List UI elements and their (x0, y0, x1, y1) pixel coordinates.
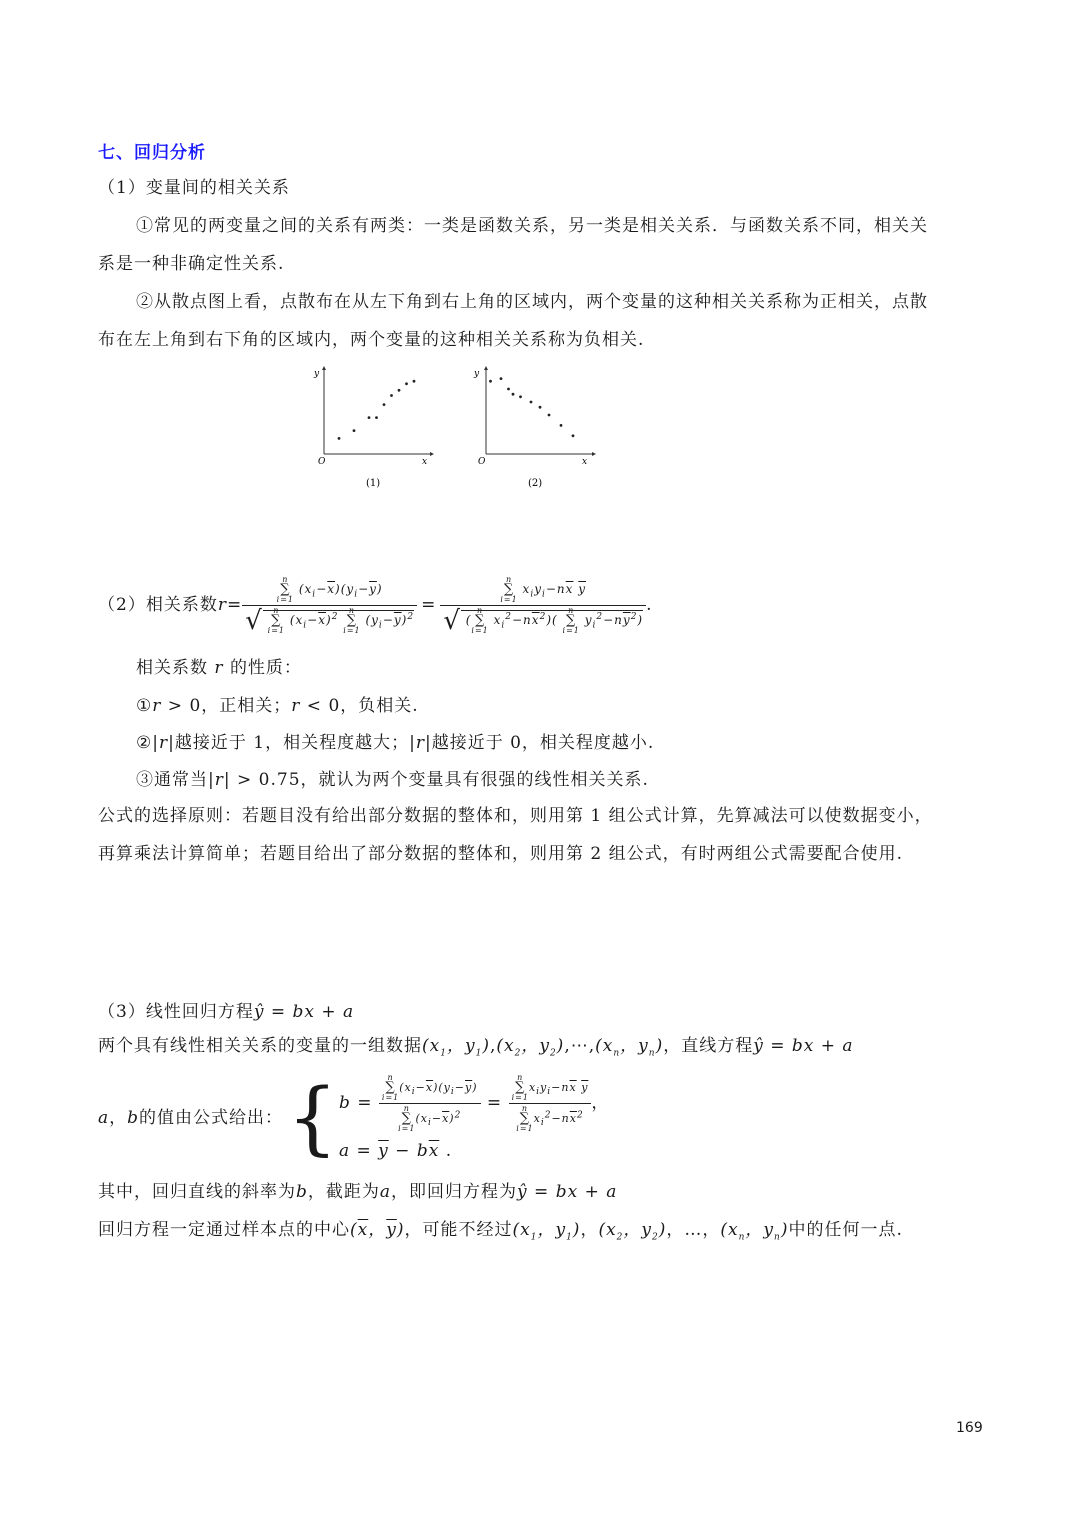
fig1-point (413, 380, 416, 383)
fig1-point (390, 394, 393, 397)
fig1-caption: (1) (366, 478, 381, 489)
s1-p1-line2: 系是一种非确定性关系. (98, 254, 285, 274)
s2-rule-line1: 公式的选择原则：若题目没有给出部分数据的整体和，则用第 1 组公式计算，先算减法可以使数据变小， (98, 806, 933, 826)
fig1-origin: O (318, 457, 326, 467)
s2-prop1: ①r > 0，正相关；r < 0，负相关. (136, 696, 419, 716)
fig2-y-label: y (474, 369, 480, 379)
fig1-point (338, 437, 341, 440)
s2-prop2: ②|r|越接近于 1，相关程度越大；|r|越接近于 0，相关程度越小. (136, 733, 655, 753)
fig2-x-label: x (582, 457, 588, 467)
fig2-point (539, 406, 542, 409)
scatter-figures (310, 362, 610, 492)
fig1-point (375, 416, 378, 419)
s3-data-line: 两个具有线性相关关系的变量的一组数据($x_1$，$y_1),(x_2$，$y_2),\cdots,(x_n$，$y_n$)，直线方程ŷ = bx + a (98, 1036, 854, 1059)
fig2-point (507, 388, 510, 391)
r-formula-1: n ∑ i=1 $(x_i-\overline{x})(y_i-\overline{y})$ √ n ∑ i=1 $(x_i-\overline{x})^2$ n ∑ i=1 $(y_i-\overline{y})^2$ (242, 576, 417, 635)
scatter-fig-2 (473, 366, 596, 489)
r-formula-2: n ∑ i=1 $x_iy_i-n\overline{x}$ $\overline{y}$ √ (n ∑ i=1 $x_i^2-n\overline{x}^2$)( n ∑ i=1 $y_i^2-n\overline{y}^2$) (440, 576, 646, 635)
s2-title: （2）相关系数 (98, 595, 218, 615)
s1-title: （1）变量间的相关关系 (98, 178, 290, 198)
section-title: 七、回归分析 (98, 143, 206, 163)
fig2-point (560, 424, 563, 427)
fig2-point (519, 395, 522, 398)
s3-title: （3）线性回归方程ŷ = bx + a (98, 1002, 355, 1022)
fig2-point (489, 380, 492, 383)
fig1-x-label: x (422, 457, 428, 467)
fig1-point (368, 416, 371, 419)
s3-slope-line: 其中，回归直线的斜率为b，截距为a，即回归方程为ŷ = bx + a (98, 1182, 618, 1202)
fig1-point (398, 389, 401, 392)
fig1-point (383, 403, 386, 406)
fig2-point (500, 377, 503, 380)
s1-p2-line2: 布在左上角到右下角的区域内，两个变量的这种相关关系称为负相关. (98, 330, 645, 350)
s2-formula-line: （2）相关系数 r = n ∑ i=1 $(x_i-\overline{x})(y_i-\overline{y})$ √ n ∑ i=1 $(x_i-\overline{x})^2$ n ∑ i=1 $(y_i-\overline{y})^2$ = n ∑ i=1 $x_iy_i-n\overline{x}$ $\overline{y}$ √ (n ∑ i=1 $x_i^2-n\overline{x}^2$)( n ∑ i=1 $y_i^2-n\overline{y}^2$) . (98, 574, 653, 636)
fig1-point (353, 429, 356, 432)
s2-rule-line2: 再算乘法计算简单；若题目给出了部分数据的整体和，则用第 2 组公式，有时两组公式需要配合使用. (98, 844, 904, 864)
fig2-point (530, 401, 533, 404)
fig2-origin: O (478, 457, 486, 467)
fig1-point (405, 382, 408, 385)
s1-p1-line1: ①常见的两变量之间的关系有两类：一类是函数关系，另一类是相关关系．与函数关系不同，相关关 (136, 216, 928, 236)
s3-center-line: 回归方程一定通过样本点的中心($\overline{x}$，$\overline{y}$)，可能不经过($x_1$，$y_1$)，($x_2$，$y_2$)，…，($x_n$，$y_n$)中的任何一点. (98, 1220, 903, 1243)
fig2-point (572, 434, 575, 437)
page-number: 169 (956, 1420, 983, 1436)
fig1-y-label: y (314, 369, 320, 379)
fig2-caption: (2) (528, 478, 543, 489)
fig2-point (512, 393, 515, 396)
scatter-fig-1 (313, 366, 434, 489)
s2-props-title: 相关系数 r 的性质： (136, 658, 302, 678)
s1-p2-line1: ②从散点图上看，点散布在从左下角到右上角的区域内，两个变量的这种相关关系称为正相关，点散 (136, 292, 928, 312)
s3-ab-formula: a ， b 的值由公式给出： { b = n ∑ $i=1(x_i-\overline{x})(y_i-\overline{y})$ n ∑ $i=1(x_i-\overline{x})^2$ = n ∑ $i=1x_iy_i-n\overline{x}$ $\overline{y}$ n ∑ $i=1x_i^2-n\overline{x}^2$ ， $a = \overline{y} - b\overline{x}$ . (98, 1071, 610, 1164)
fig2-point (548, 414, 551, 417)
s2-prop3: ③通常当|r| > 0.75，就认为两个变量具有很强的线性相关关系. (136, 770, 649, 790)
